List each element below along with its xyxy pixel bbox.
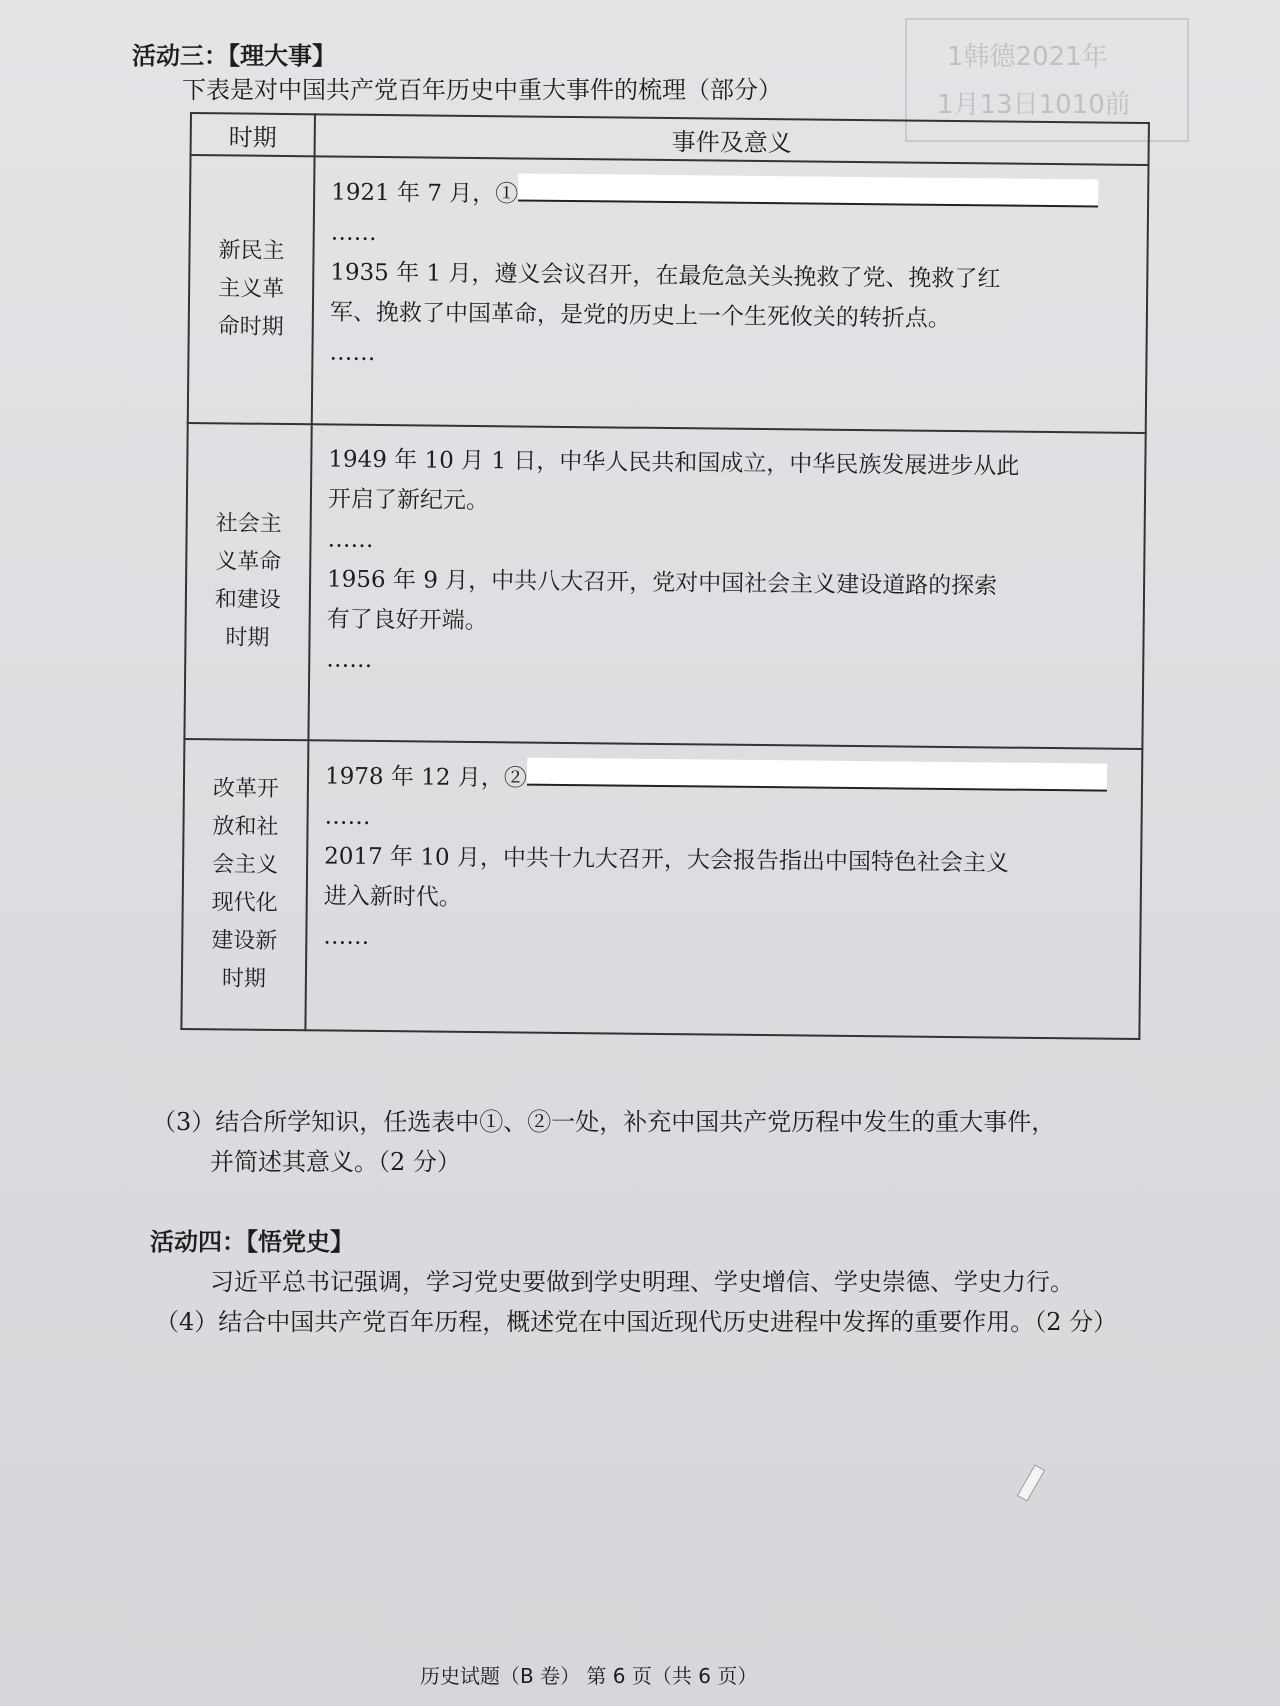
page-footer: 历史试题（B 卷） 第 6 页（共 6 页）: [420, 1664, 758, 1688]
ellipsis: ……: [330, 219, 377, 246]
event-text: 1978 年 12 月，②: [324, 763, 527, 792]
period-line: 和建设: [214, 587, 282, 613]
answer-blank-1[interactable]: [518, 173, 1098, 207]
period-line: 时期: [221, 966, 267, 992]
ellipsis: ……: [324, 803, 371, 830]
period-line: 现代化: [211, 890, 278, 916]
header-period: 时期: [191, 113, 315, 156]
period-cell: [181, 739, 308, 1030]
period-line: 社会主: [215, 511, 282, 537]
period-line: 建设新: [211, 928, 278, 954]
activity3-heading: 活动三：【理大事】: [132, 42, 336, 70]
header-events: 事件及意义: [315, 114, 1149, 165]
answer-blank-2[interactable]: [527, 758, 1107, 792]
ellipsis: ……: [329, 339, 376, 366]
stamp-line-1: 1韩德2021年: [947, 42, 1108, 72]
activity4-heading: 活动四：【悟党史】: [150, 1228, 354, 1256]
ellipsis: ……: [323, 923, 370, 950]
period-line: 时期: [225, 625, 270, 651]
table-row: [181, 739, 1142, 1039]
event-text: 1949 年 10 月 1 日，中华人民共和国成立，中华民族发展进步从此: [328, 446, 1020, 480]
activity4-quote: 习近平总书记强调，学习党史要做到学史明理、学史增信、学史崇德、学史力行。: [210, 1268, 1074, 1296]
event-text: 开启了新纪元。: [327, 486, 490, 515]
table-row: [184, 423, 1145, 749]
event-text: 1921 年 7 月，①: [331, 179, 519, 208]
events-cell: [312, 156, 1149, 433]
period-line: 主义革: [218, 276, 285, 302]
table-row: [188, 155, 1149, 433]
question-3-line-2: 并简述其意义。（2 分）: [210, 1148, 461, 1176]
question-3-line-1: （3）结合所学知识，任选表中①、②一处，补充中国共产党历程中发生的重大事件，: [152, 1108, 1056, 1136]
event-text: 有了良好开端。: [326, 606, 488, 635]
period-line: 命时期: [217, 314, 284, 340]
pen-mark: [1017, 1464, 1045, 1501]
events-cell: [308, 424, 1145, 749]
ellipsis: ……: [326, 646, 373, 673]
question-4: （4）结合中国共产党百年历程，概述党在中国近现代历史进程中发挥的重要作用。（2 分）: [155, 1308, 1118, 1336]
period-cell: [188, 155, 315, 424]
period-line: 放和社: [212, 814, 279, 840]
event-text: 2017 年 10 月，中共十九大召开，大会报告指出中国特色社会主义: [324, 843, 1010, 877]
period-cell: [184, 423, 311, 740]
period-line: 新民主: [218, 238, 285, 264]
event-text: 1956 年 9 月，中共八大召开，党对中国社会主义建设道路的探索: [326, 566, 998, 600]
ellipsis: ……: [327, 526, 374, 553]
event-text: 军、挽救了中国革命，是党的历史上一个生死攸关的转折点。: [329, 299, 952, 332]
events-cell: [305, 740, 1142, 1039]
period-line: 改革开: [212, 776, 280, 802]
stamp-line-2: 1月13日1010前: [937, 90, 1131, 120]
activity3-intro: 下表是对中国共产党百年历史中重大事件的梳理（部分）: [182, 76, 782, 104]
period-line: 会主义: [211, 852, 279, 878]
period-line: 义革命: [215, 549, 282, 575]
event-text: 1935 年 1 月，遵义会议召开，在最危急关头挽救了党、挽救了红: [330, 259, 1001, 293]
event-text: 进入新时代。: [323, 883, 462, 911]
events-table: [180, 112, 1150, 1040]
